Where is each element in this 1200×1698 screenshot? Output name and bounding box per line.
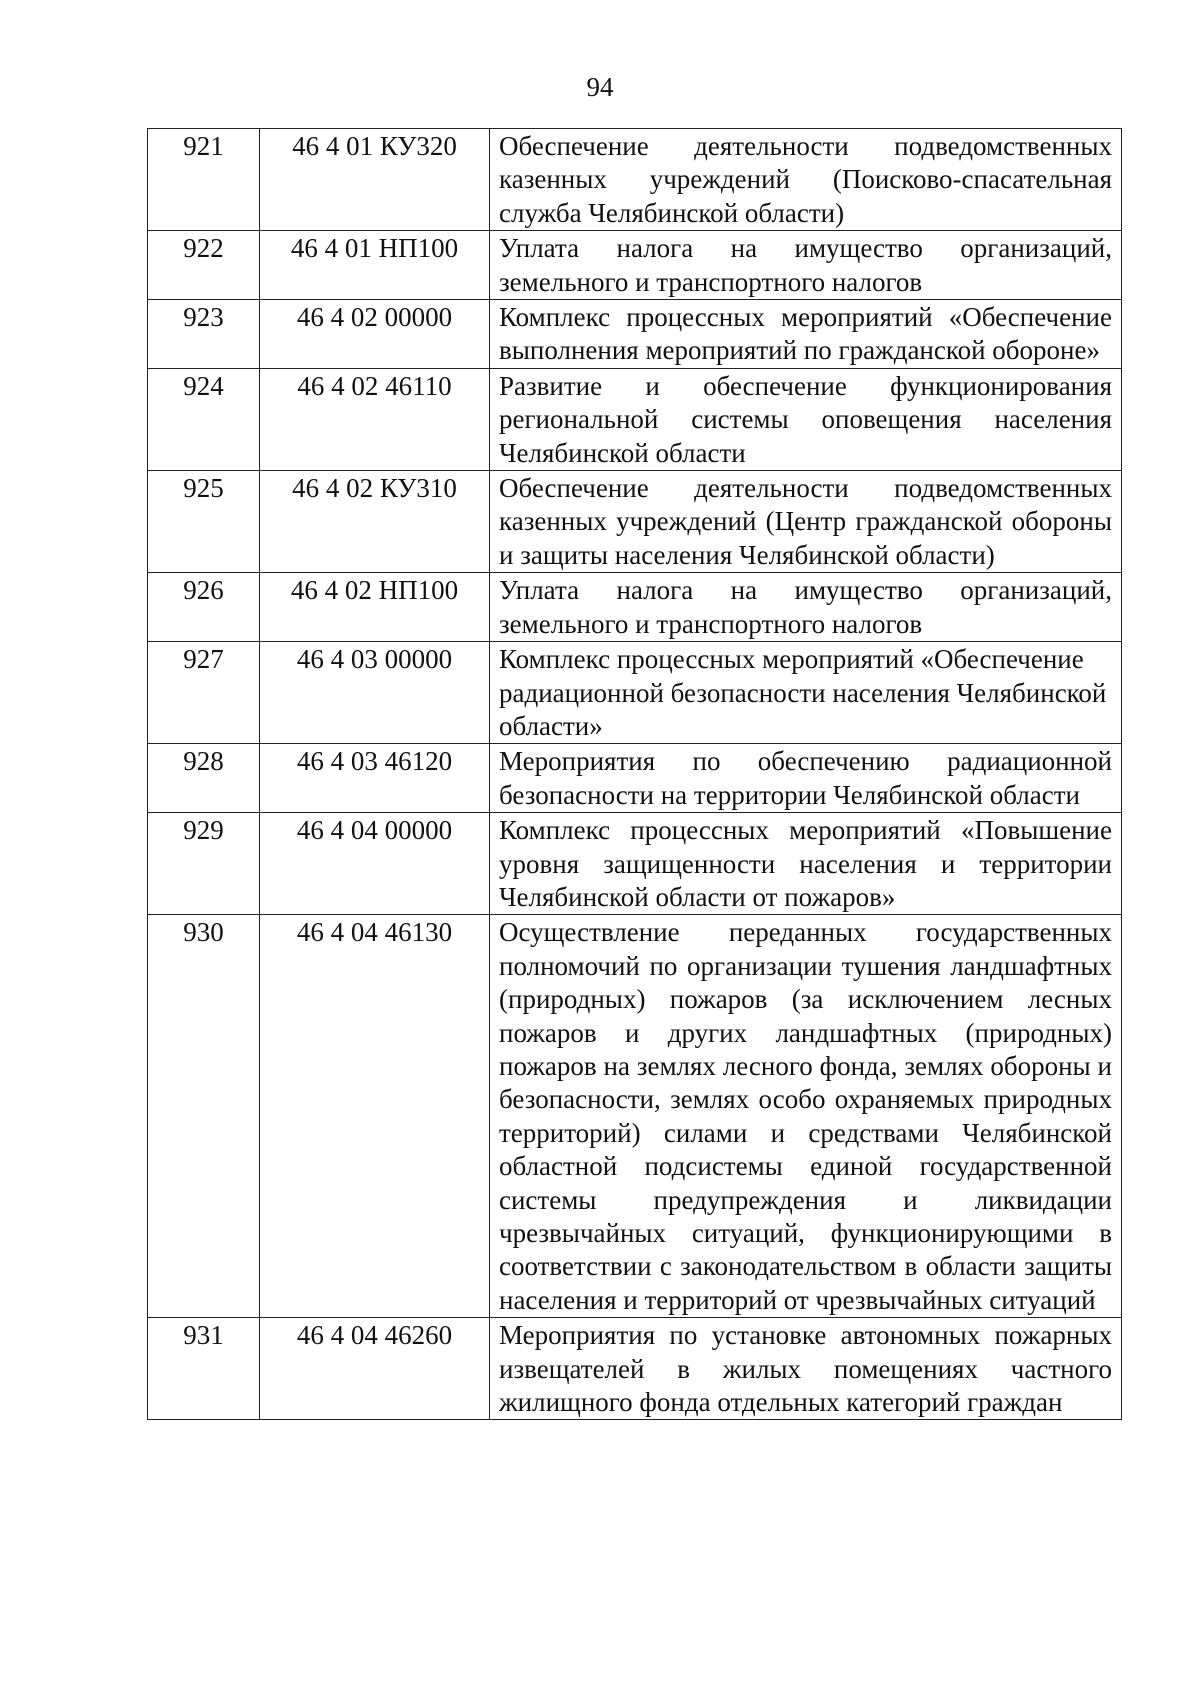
table-row [148,573,1122,642]
description-cell: Развитие и обеспечение функционирования региональной системы оповещения населения Челябинской области [490,368,1122,470]
row-number-cell: 926 [148,573,260,642]
description-cell: Осуществление переданных государственных полномочий по организации тушения ландшафтных (природных) пожаров (за исключением лесных пожаров и других ландшафтных (природных) пожаров на землях лесного фонда, землях обороны и безопасности, землях особо охраняемых природных территорий) силами и средствами Челябинской областной подсистемы единой государственной системы предупреждения и ликвидации чрезвычайных ситуаций, функционирующими в соответствии с законодательством в области защиты населения и территорий от чрезвычайных ситуаций [490,915,1122,1318]
target-code-cell: 46 4 01 НП100 [260,231,490,300]
description-cell: Комплекс процессных мероприятий «Повышение уровня защищенности населения и территории Челябинской области от пожаров» [490,813,1122,915]
table-row [148,300,1122,369]
description-cell: Мероприятия по обеспечению радиационной безопасности на территории Челябинской области [490,744,1122,813]
description-cell: Уплата налога на имущество организаций, земельного и транспортного налогов [490,231,1122,300]
table-row [148,1318,1122,1420]
target-code-cell: 46 4 04 46260 [260,1318,490,1420]
target-code-cell: 46 4 04 00000 [260,813,490,915]
description-cell: Мероприятия по установке автономных пожарных извещателей в жилых помещениях частного жилищного фонда отдельных категорий граждан [490,1318,1122,1420]
target-code-cell: 46 4 03 00000 [260,642,490,744]
target-code-cell: 46 4 02 КУ310 [260,471,490,573]
budget-code-table [147,128,1122,1420]
row-number-cell: 922 [148,231,260,300]
target-code-cell: 46 4 03 46120 [260,744,490,813]
table-row [148,129,1122,231]
row-number-cell: 931 [148,1318,260,1420]
table-row [148,471,1122,573]
row-number-cell: 923 [148,300,260,369]
row-number-cell: 921 [148,129,260,231]
row-number-cell: 924 [148,368,260,470]
target-code-cell: 46 4 02 46110 [260,368,490,470]
table-row [148,915,1122,1318]
row-number-cell: 927 [148,642,260,744]
description-cell: Обеспечение деятельности подведомственных казенных учреждений (Центр гражданской обороны и защиты населения Челябинской области) [490,471,1122,573]
target-code-cell: 46 4 01 КУ320 [260,129,490,231]
description-cell: Обеспечение деятельности подведомственных казенных учреждений (Поисково-спасательная служба Челябинской области) [490,129,1122,231]
table-row [148,813,1122,915]
row-number-cell: 925 [148,471,260,573]
table-row [148,368,1122,470]
description-cell: Комплекс процессных мероприятий «Обеспечение выполнения мероприятий по гражданской обороне» [490,300,1122,369]
row-number-cell: 929 [148,813,260,915]
description-cell: Уплата налога на имущество организаций, земельного и транспортного налогов [490,573,1122,642]
description-cell: Комплекс процессных мероприятий «Обеспечение радиационной безопасности населения Челябинской области» [490,642,1122,744]
target-code-cell: 46 4 02 НП100 [260,573,490,642]
target-code-cell: 46 4 02 00000 [260,300,490,369]
table-row [148,231,1122,300]
row-number-cell: 930 [148,915,260,1318]
row-number-cell: 928 [148,744,260,813]
table-row [148,642,1122,744]
page-number: 94 [586,72,614,102]
target-code-cell: 46 4 04 46130 [260,915,490,1318]
table-row [148,744,1122,813]
